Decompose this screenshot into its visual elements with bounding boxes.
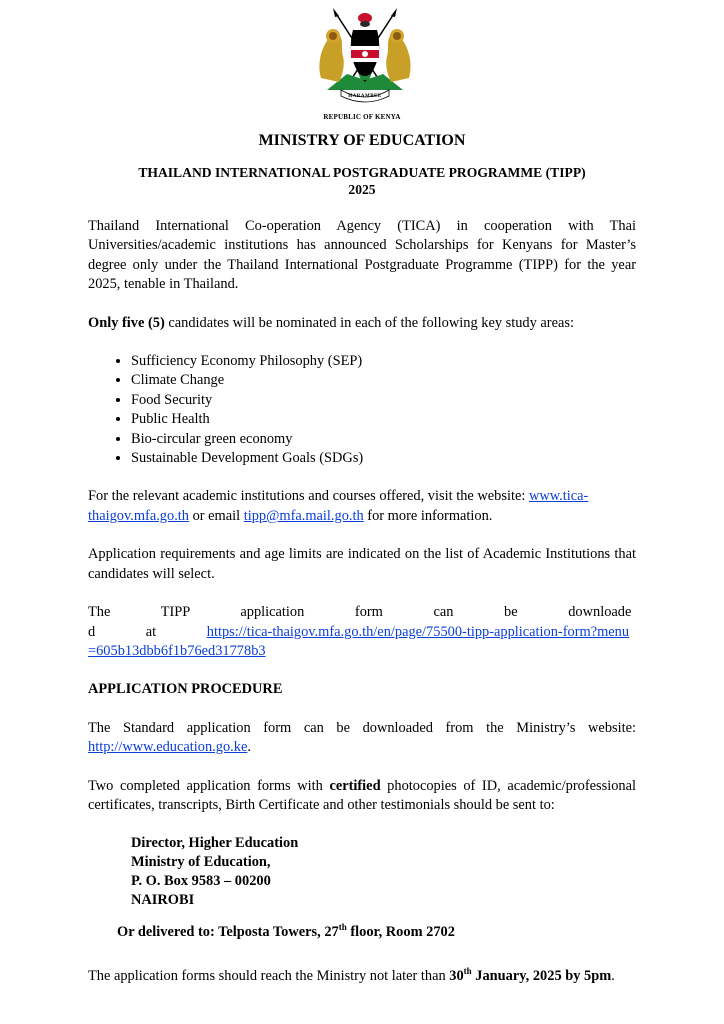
study-area-item: • Public Health (131, 410, 636, 429)
deadline-date: January, 2025 by 5pm (471, 967, 612, 984)
nomination-paragraph (88, 314, 636, 333)
submission-suffix: photocopies of ID, academic/professional certificates, transcripts, Birth Certificate and other testimonials should be sent to: (88, 777, 636, 813)
tipp-application-form-link[interactable]: https://tica-thaigov.mfa.go.th/en/page/75500-tipp-application-form?menu=605b13dbb6f1b76ed31778b3 (88, 623, 630, 659)
postal-address (131, 834, 636, 910)
programme-title-line1: THAILAND INTERNATIONAL POSTGRADUATE PROGRAMME (TIPP) (138, 165, 586, 180)
study-area-item: • Sustainable Development Goals (SDGs) (131, 449, 636, 468)
standard-form-suffix: . (247, 739, 251, 756)
delivery-suffix: floor, Room 2702 (346, 924, 455, 941)
address-line: Ministry of Education, (131, 854, 271, 871)
standard-form-paragraph (88, 719, 636, 758)
study-area-item: • Food Security (131, 391, 636, 410)
delivery-prefix: Or delivered to: Telposta Towers, 27 (117, 924, 339, 941)
programme-title (90, 164, 634, 198)
application-procedure-heading: APPLICATION PROCEDURE (88, 681, 283, 698)
ministry-heading: MINISTRY OF EDUCATION (258, 132, 466, 149)
deadline-day: 30 (449, 967, 464, 984)
institutions-paragraph (88, 487, 636, 526)
deadline-ordinal: th (463, 965, 472, 976)
kenya-coat-of-arms-icon (313, 8, 417, 108)
address-line: P. O. Box 9583 – 00200 (131, 873, 271, 890)
address-line: Director, Higher Education (131, 835, 299, 852)
study-area-item: • Climate Change (131, 371, 636, 390)
submission-emphasis: certified (329, 777, 381, 794)
submission-prefix: Two completed application forms with (88, 777, 330, 794)
address-line: NAIROBI (131, 892, 195, 909)
requirements-paragraph: Application requirements and age limits are indicated on the list of Academic Institutions that candidates will select. (88, 546, 636, 582)
deadline-paragraph (88, 960, 636, 987)
intro-paragraph: Thailand International Co-operation Agency (TICA) in cooperation with Thai Universities/academic institutions has announced Scholarships for Kenyans for Master’s degree only under the Thailand International Postgraduate Programme (TIPP) for the year 2025, tenable in Thailand. (88, 218, 636, 293)
study-areas-list (88, 352, 636, 468)
tica-website-link[interactable]: www.tica-thaigov.mfa.go.th (88, 488, 589, 524)
submission-paragraph (88, 777, 636, 816)
institutions-suffix: for more information. (363, 507, 493, 524)
education-website-link[interactable]: http://www.education.go.ke (88, 739, 248, 756)
crest-motto: HARAMBEE (348, 94, 382, 99)
tipp-form-paragraph (88, 603, 636, 661)
nomination-text: candidates will be nominated in each of the following key study areas: (164, 314, 574, 331)
institutions-prefix: For the relevant academic institutions and courses offered, visit the website: (88, 488, 529, 505)
republic-heading: REPUBLIC OF KENYA (323, 113, 401, 121)
tipp-email-link[interactable]: tipp@mfa.mail.go.th (243, 507, 364, 524)
deadline-prefix: The application forms should reach the Ministry not later than (88, 967, 450, 984)
deadline-end: . (611, 967, 615, 984)
programme-title-line2: 2025 (348, 182, 376, 197)
delivery-ordinal: th (338, 922, 347, 933)
standard-form-prefix: The Standard application form can be downloaded from the Ministry’s website: (88, 719, 636, 736)
study-area-item: • Bio-circular green economy (131, 430, 636, 449)
document-body (88, 217, 636, 1005)
study-area-item: • Sufficiency Economy Philosophy (SEP) (131, 352, 636, 371)
delivery-address (117, 918, 636, 942)
institutions-middle: or email (188, 507, 244, 524)
nomination-emphasis: Only five (5) (88, 314, 165, 331)
tipp-form-prefix: The TIPP application form can be downloaded at (88, 604, 632, 640)
